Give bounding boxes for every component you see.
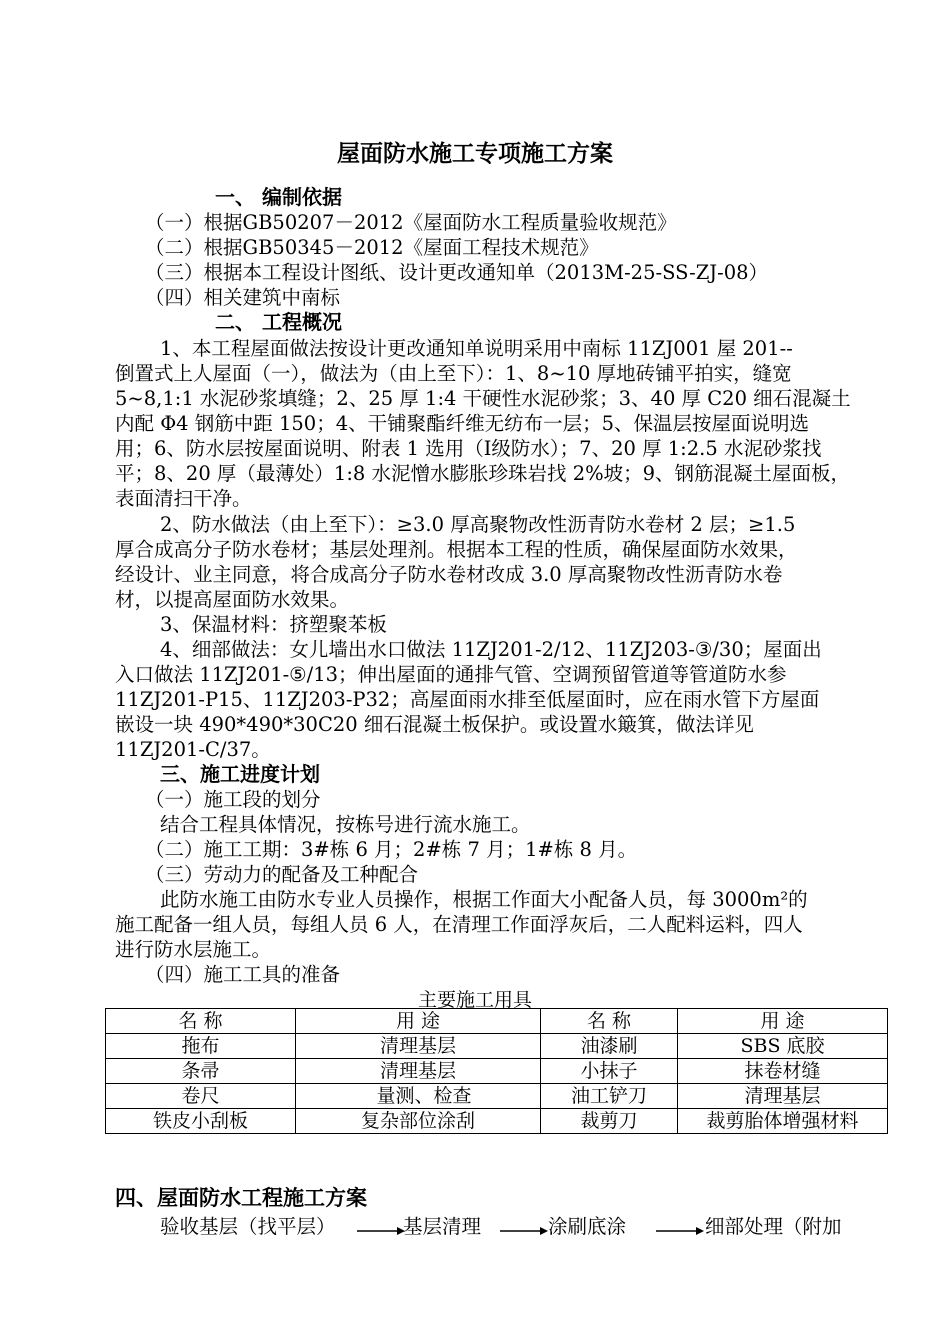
overview-p1-line: 内配 Φ4 钢筋中距 150；4、干铺聚酯纤维无纺布一层；5、保温层按屋面说明选 [115,412,810,435]
table-cell: 条帚 [106,1059,296,1084]
basis-item-3: （三）根据本工程设计图纸、设计更改通知单（2013M-25-SS-ZJ-08） [145,261,769,284]
tools-table-caption: 主要施工用具 [417,989,532,1011]
labor-text-line: 进行防水层施工。 [115,938,272,961]
flow-step: 细部处理（附加 [705,1215,842,1238]
overview-p2-line: 2、防水做法（由上至下）：≥3.0 厚高聚物改性沥青防水卷材 2 层；≥1.5 [160,513,796,536]
table-header-row [106,1009,888,1034]
tools-table [105,1008,888,1134]
table-cell: 抹卷材缝 [678,1059,888,1084]
schedule-sub-1: （一）施工段的划分 [145,788,321,811]
table-cell: 裁剪刀 [541,1109,678,1134]
overview-p2-line: 经设计、业主同意，将合成高分子防水卷材改成 3.0 厚高聚物改性沥青防水卷 [115,563,783,586]
table-cell: 复杂部位涂刮 [296,1109,541,1134]
table-row [106,1084,888,1109]
arrow-right-icon [500,1223,548,1235]
section-4-heading: 四、屋面防水工程施工方案 [115,1186,367,1210]
table-cell: 清理基层 [296,1034,541,1059]
overview-p2-line: 厚合成高分子防水卷材；基层处理剂。根据本工程的性质，确保屋面防水效果， [115,538,798,561]
labor-text-line: 此防水施工由防水专业人员操作，根据工作面大小配备人员，每 3000m²的 [160,888,808,911]
basis-item-2: （二）根据GB50345－2012《屋面工程技术规范》 [145,236,599,259]
overview-p1-line: 表面清扫干净。 [115,487,252,510]
table-cell: 油漆刷 [541,1034,678,1059]
schedule-sub-1-text: 结合工程具体情况，按栋号进行流水施工。 [160,813,531,836]
schedule-sub-3: （三）劳动力的配备及工种配合 [145,863,419,886]
document-title: 屋面防水施工专项施工方案 [337,141,613,167]
column-header: 名 称 [541,1009,678,1034]
overview-p4-line: 11ZJ201-P15、11ZJ203-P32；高屋面雨水排至低屋面时，应在雨水管下方屋面 [115,688,820,711]
overview-p2-line: 材，以提高屋面防水效果。 [115,588,350,611]
table-row [106,1109,888,1134]
arrow-right-icon [357,1223,405,1235]
schedule-sub-4: （四）施工工具的准备 [145,963,341,986]
basis-item-1: （一）根据GB50207－2012《屋面防水工程质量验收规范》 [145,211,677,234]
table-cell: 拖布 [106,1034,296,1059]
table-cell: 清理基层 [678,1084,888,1109]
table-cell: 量测、检查 [296,1084,541,1109]
flow-step: 基层清理 [403,1215,482,1238]
table-cell: 油工铲刀 [541,1084,678,1109]
section-2-heading: 二、 工程概况 [215,310,342,334]
column-header: 用 途 [678,1009,888,1034]
table-cell: 卷尺 [106,1084,296,1109]
overview-p4-line: 11ZJ201-C/37。 [115,738,271,761]
table-cell: 小抹子 [541,1059,678,1084]
column-header: 名 称 [106,1009,296,1034]
overview-p1-line: 5~8,1:1 水泥砂浆填缝；2、25 厚 1:4 干硬性水泥砂浆；3、40 厚 C20 细石混凝土 [115,387,851,410]
overview-p1-line: 倒置式上人屋面（一），做法为（由上至下）：1、8~10 厚地砖铺平拍实，缝宽 [115,362,792,385]
arrow-right-icon [656,1223,704,1235]
table-cell: 铁皮小刮板 [106,1109,296,1134]
table-row [106,1059,888,1084]
table-row [106,1034,888,1059]
column-header: 用 途 [296,1009,541,1034]
table-cell: 裁剪胎体增强材料 [678,1109,888,1134]
overview-p4-line: 4、细部做法：女儿墙出水口做法 11ZJ201-2/12、11ZJ203-③/30；屋面出 [160,638,822,661]
schedule-sub-2: （二）施工工期：3#栋 6 月；2#栋 7 月；1#栋 8 月。 [145,838,638,861]
overview-p4-line: 嵌设一块 490*490*30C20 细石混凝土板保护。或设置水簸箕，做法详见 [115,713,754,736]
section-1-heading: 一、 编制依据 [215,185,342,209]
overview-p1-line: 1、本工程屋面做法按设计更改通知单说明采用中南标 11ZJ001 屋 201-- [160,337,793,360]
table-cell: SBS 底胶 [678,1034,888,1059]
overview-p1-line: 用；6、防水层按屋面说明、附表 1 选用（Ⅰ级防水）；7、20 厚 1:2.5 水泥砂浆找 [115,437,822,460]
overview-p3: 3、保温材料：挤塑聚苯板 [160,613,387,636]
section-3-heading: 三、施工进度计划 [160,762,320,786]
overview-p4-line: 入口做法 11ZJ201-⑤/13；伸出屋面的通排气管、空调预留管道等管道防水参 [115,663,787,686]
overview-p1-line: 平；8、20 厚（最薄处）1:8 水泥憎水膨胀珍珠岩找 2%坡；9、钢筋混凝土屋面板， [115,462,851,485]
basis-item-4: （四）相关建筑中南标 [145,286,341,309]
table-cell: 清理基层 [296,1059,541,1084]
flow-step: 验收基层（找平层） [160,1215,336,1238]
flow-step: 涂刷底涂 [548,1215,627,1238]
labor-text-line: 施工配备一组人员，每组人员 6 人，在清理工作面浮灰后，二人配料运料，四人 [115,913,803,936]
